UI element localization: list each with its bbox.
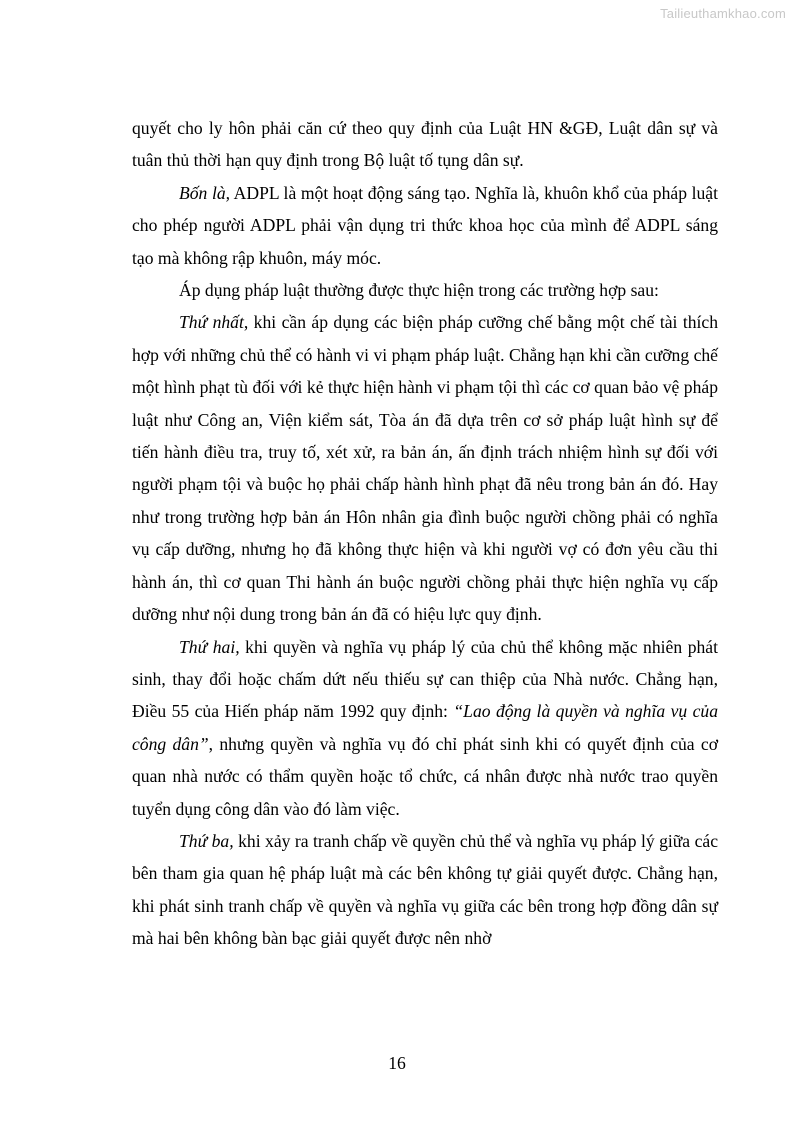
paragraph-thu-nhat bbox=[132, 306, 718, 630]
paragraph-text: khi xảy ra tranh chấp về quyền chủ thể và nghĩa vụ pháp lý giữa các bên tham gia quan hệ pháp luật mà các bên không tự giải quyết được. Chẳng hạn, khi phát sinh tranh chấp về quyền và nghĩa vụ giữa các bên trong hợp đồng dân sự mà hai bên không bàn bạc giải quyết được nên nhờ bbox=[132, 830, 718, 949]
page-number: 16 bbox=[388, 1053, 406, 1073]
watermark-text: Tailieuthamkhao.com bbox=[660, 6, 786, 21]
paragraph-thu-hai bbox=[132, 631, 718, 825]
paragraph-text: quyết cho ly hôn phải căn cứ theo quy định của Luật HN &GĐ, Luật dân sự và tuân thủ thời hạn quy định trong Bộ luật tố tụng dân sự. bbox=[132, 118, 718, 171]
document-body bbox=[132, 112, 718, 955]
paragraph-intro-cases bbox=[132, 274, 718, 306]
paragraph-text: , nhưng quyền và nghĩa vụ đó chỉ phát sinh khi có quyết định của cơ quan nhà nước có thẩm quyền hoặc tổ chức, cá nhân được nhà nước trao quyền tuyển dụng công dân vào đó làm việc. bbox=[132, 733, 718, 819]
paragraph-lead: Bốn là, bbox=[179, 182, 231, 203]
paragraph-text: Áp dụng pháp luật thường được thực hiện trong các trường hợp sau: bbox=[179, 280, 659, 301]
paragraph-quote: “Lao động là quyền và nghĩa vụ của công dân” bbox=[132, 701, 719, 754]
paragraph-text: khi quyền và nghĩa vụ pháp lý của chủ thể không mặc nhiên phát sinh, thay đổi hoặc chấm dứt nếu thiếu sự can thiệp của Nhà nước. Chẳng hạn, Điều 55 của Hiến pháp năm 1992 quy định: bbox=[132, 636, 718, 722]
paragraph-bon-la bbox=[132, 177, 718, 274]
paragraph-continuation bbox=[132, 112, 718, 177]
paragraph-lead: Thứ ba, bbox=[179, 830, 234, 851]
paragraph-lead: Thứ nhất bbox=[179, 312, 244, 333]
paragraph-thu-ba bbox=[132, 825, 718, 955]
paragraph-text: , khi cần áp dụng các biện pháp cưỡng chế bằng một chế tài thích hợp với những chủ thể có hành vi vi phạm pháp luật. Chẳng hạn khi cần cưỡng chế một hình phạt tù đối với kẻ thực hiện hành vi phạm tội thì các cơ quan bảo vệ pháp luật như Công an, Viện kiểm sát, Tòa án đã dựa trên cơ sở pháp luật hình sự để tiến hành điều tra, truy tố, xét xử, ra bản án, ấn định trách nhiệm hình sự đối với người phạm tội và buộc họ phải chấp hành hình phạt đã nêu trong bản án đó. Hay như trong trường hợp bản án Hôn nhân gia đình buộc người chồng phải có nghĩa vụ cấp dưỡng, nhưng họ đã không thực hiện và khi người vợ có đơn yêu cầu thi hành án, thì cơ quan Thi hành án buộc người chồng phải thực hiện nghĩa vụ cấp dưỡng như nội dung trong bản án đã có hiệu lực quy định. bbox=[132, 312, 718, 625]
paragraph-text: ADPL là một hoạt động sáng tạo. Nghĩa là, khuôn khổ của pháp luật cho phép người ADPL phải vận dụng tri thức khoa học của mình để ADPL sáng tạo mà không rập khuôn, máy móc. bbox=[132, 182, 718, 268]
paragraph-lead: Thứ hai, bbox=[179, 636, 240, 657]
